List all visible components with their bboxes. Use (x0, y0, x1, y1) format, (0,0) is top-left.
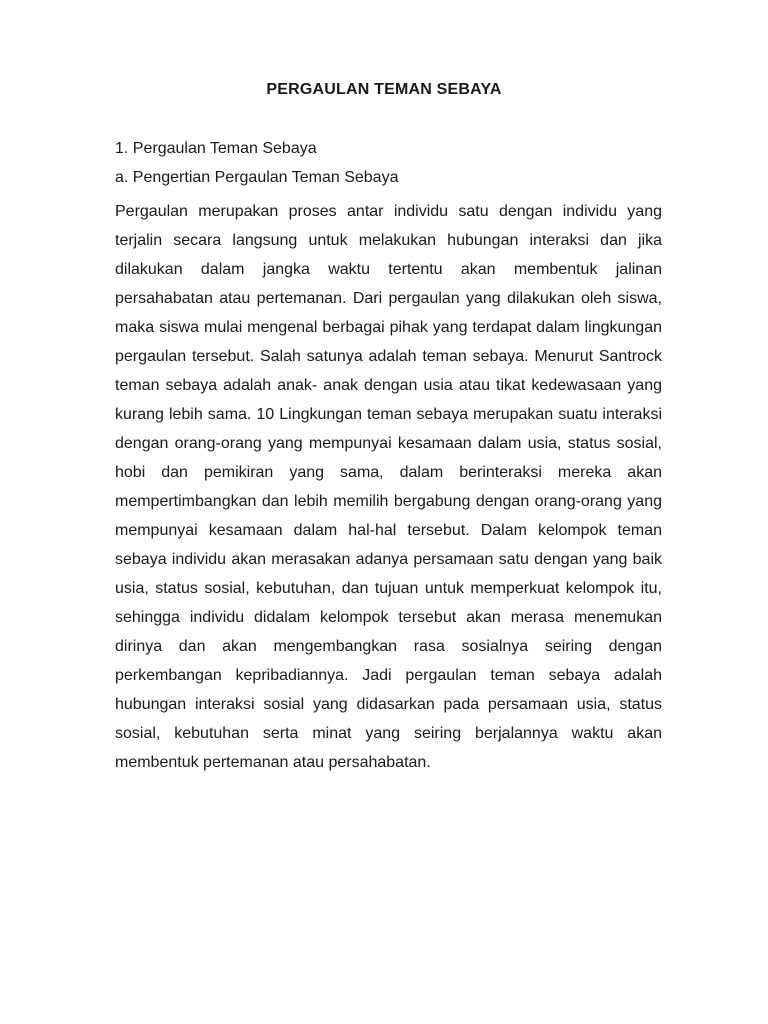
body-paragraph: Pergaulan merupakan proses antar individu satu dengan individu yang terjalin secara langsung untuk melakukan hubungan interaksi dan jika dilakukan dalam jangka waktu tertentu akan membentuk jalinan persahabatan atau pertemanan. Dari pergaulan yang dilakukan oleh siswa, maka siswa mulai mengenal berbagai pihak yang terdapat dalam lingkungan pergaulan tersebut. Salah satunya adalah teman sebaya. Menurut Santrock teman sebaya adalah anak- anak dengan usia atau tikat kedewasaan yang kurang lebih sama. 10 Lingkungan teman sebaya merupakan suatu interaksi dengan orang-orang yang mempunyai kesamaan dalam usia, status sosial, hobi dan pemikiran yang sama, dalam berinteraksi mereka akan mempertimbangkan dan lebih memilih bergabung dengan orang-orang yang mempunyai kesamaan dalam hal-hal tersebut. Dalam kelompok teman sebaya individu akan merasakan adanya persamaan satu dengan yang baik usia, status sosial, kebutuhan, dan tujuan untuk memperkuat kelompok itu, sehingga individu didalam kelompok tersebut akan merasa menemukan dirinya dan akan mengembangkan rasa sosialnya seiring dengan perkembangan kepribadiannya. Jadi pergaulan teman sebaya adalah hubungan interaksi sosial yang didasarkan pada persamaan usia, status sosial, kebutuhan serta minat yang seiring berjalannya waktu akan membentuk pertemanan atau persahabatan. (115, 203, 662, 771)
document-title: PERGAULAN TEMAN SEBAYA (266, 81, 502, 98)
subsection-heading: a. Pengertian Pergaulan Teman Sebaya (115, 169, 399, 186)
section-heading: 1. Pergaulan Teman Sebaya (115, 140, 317, 157)
